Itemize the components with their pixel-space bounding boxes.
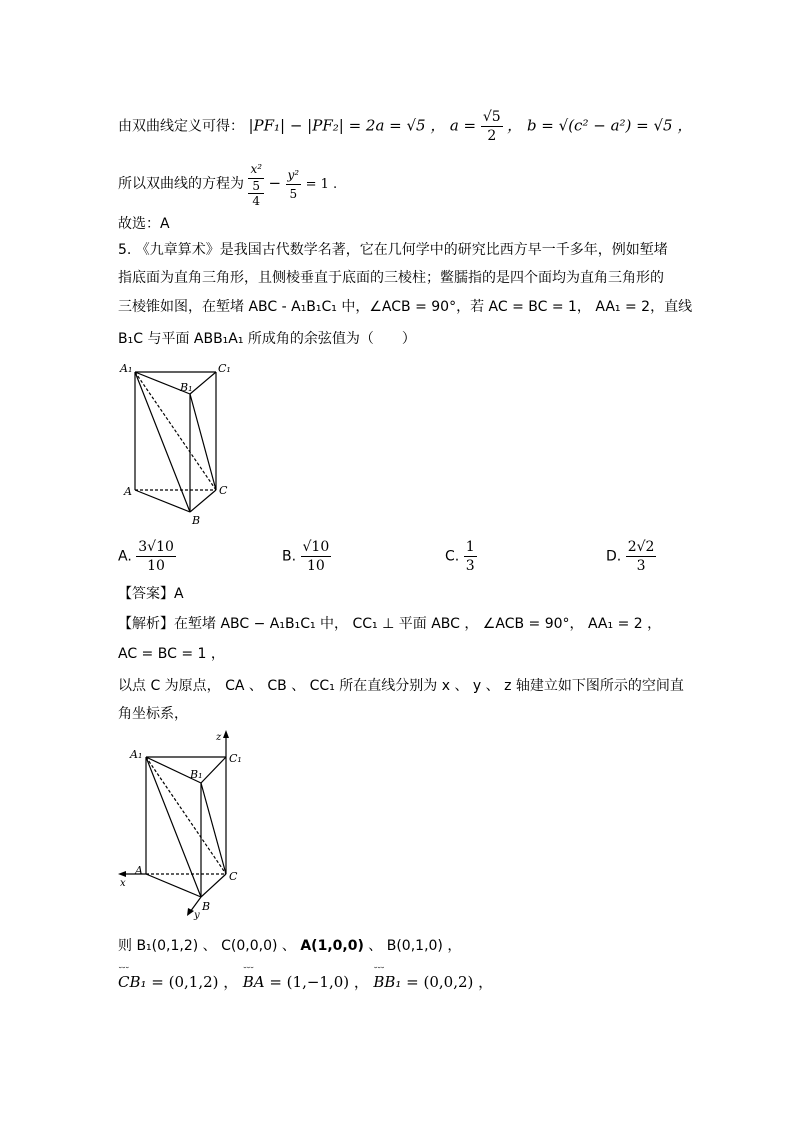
label-B1: B₁	[190, 768, 203, 781]
label-B1: B₁	[180, 381, 193, 394]
text: 、 B(0,1,0) ，	[363, 938, 462, 954]
label-A: A	[124, 485, 132, 498]
question-line-1: 5. 《九章算术》是我国古代数学名著，它在几何学中的研究比西方早一千多年，例如堑堵	[118, 242, 668, 258]
fraction	[136, 538, 176, 575]
denominator: 5	[289, 186, 298, 201]
nested-denominator: 4	[252, 194, 261, 208]
option-d	[606, 538, 656, 575]
axis-label-z: z	[216, 732, 222, 743]
denominator: 3	[465, 558, 475, 574]
option-label: C.	[445, 548, 460, 565]
fraction	[481, 108, 503, 145]
vector-value: = (0,0,2) ，	[401, 973, 494, 991]
vector-ba: ˘˘˘ BA	[243, 972, 265, 992]
label-A1: A₁	[130, 748, 143, 761]
label-B: B	[192, 514, 201, 527]
label-C: C	[229, 870, 238, 883]
numerator: y²	[286, 166, 302, 185]
hyperbola-equation-line	[118, 160, 337, 208]
numerator: √5	[482, 109, 501, 125]
numerator: √10	[302, 539, 330, 555]
question-line-3: 三棱锥如图，在堑堵 ABC - A₁B₁C₁ 中，∠ACB = 90°，若 AC = BC = 1， AA₁ = 2，直线	[118, 299, 693, 315]
fraction	[286, 166, 302, 203]
text: 则 B₁(0,1,2) 、 C(0,0,0) 、	[118, 938, 301, 954]
math: a =	[449, 116, 481, 135]
label-A: A	[135, 864, 143, 877]
question-line-2: 指底面为直角三角形，且侧棱垂直于底面的三棱柱；鳖臑指的是四个面均为直角三角形的	[118, 270, 664, 286]
vector-value: = (1,−1,0) ，	[264, 973, 369, 991]
numerator: 1	[465, 539, 475, 555]
option-label: B.	[282, 548, 297, 565]
option-b	[282, 538, 331, 575]
fraction	[301, 538, 332, 575]
prism-figure-1	[116, 358, 246, 528]
answer: 【答案】A	[118, 586, 184, 602]
math: −	[268, 174, 282, 192]
numerator: 2√2	[627, 539, 655, 555]
label-C1: C₁	[229, 752, 242, 765]
hyperbola-definition-line	[118, 108, 692, 145]
text: 所以双曲线的方程为	[118, 176, 244, 192]
analysis-line-4: 角坐标系，	[118, 706, 188, 722]
denominator: 10	[147, 558, 165, 574]
denominator: 3	[636, 558, 646, 574]
text: 由双曲线定义可得：	[118, 118, 244, 135]
analysis-line-3: 以点 C 为原点， CA 、 CB 、 CC₁ 所在直线分别为 x 、 y 、 z 轴建立如下图所示的空间直	[118, 678, 684, 694]
analysis-line-2: AC = BC = 1 ，	[118, 646, 225, 662]
vectors-line	[118, 972, 493, 993]
fraction	[464, 538, 477, 575]
math: ， b = √(c² − a²) = √5 ，	[507, 116, 693, 135]
math: = 1 .	[305, 177, 338, 192]
denominator: 10	[306, 558, 325, 574]
fraction	[626, 538, 657, 575]
math: |PF₁| − |PF₂| = 2a = √5 ，	[248, 116, 446, 135]
bold-point: A(1,0,0)	[300, 938, 364, 954]
numerator: x²	[248, 160, 264, 179]
prev-choice: 故选：A	[118, 216, 170, 232]
axis-label-y: y	[194, 910, 200, 921]
label-C1: C₁	[218, 362, 231, 375]
analysis-line-1: 【解析】在堑堵 ABC − A₁B₁C₁ 中， CC₁ ⊥ 平面 ABC ， ∠ACB = 90°， AA₁ = 2 ，	[118, 616, 662, 632]
question-line-4: B₁C 与平面 ABB₁A₁ 所成角的余弦值为（ ）	[118, 331, 416, 347]
prism-coordinate-figure	[116, 728, 266, 928]
numerator: 3√10	[138, 539, 174, 555]
label-B: B	[202, 900, 211, 913]
vector-cb1: ˘˘˘ CB₁	[118, 972, 147, 992]
coordinates-line	[118, 936, 461, 956]
fraction	[248, 160, 264, 208]
vector-bb1: ˘˘˘ BB₁	[373, 972, 401, 992]
option-label: D.	[606, 548, 622, 565]
label-C: C	[219, 484, 228, 497]
option-label: A.	[118, 548, 132, 565]
option-c	[445, 538, 477, 575]
option-a	[118, 538, 176, 575]
denominator	[248, 179, 264, 208]
vector-value: = (0,1,2) ，	[146, 973, 239, 991]
denominator: 2	[487, 128, 497, 144]
nested-numerator: 5	[248, 179, 264, 194]
axis-label-x: x	[120, 878, 126, 889]
label-A1: A₁	[120, 362, 133, 375]
